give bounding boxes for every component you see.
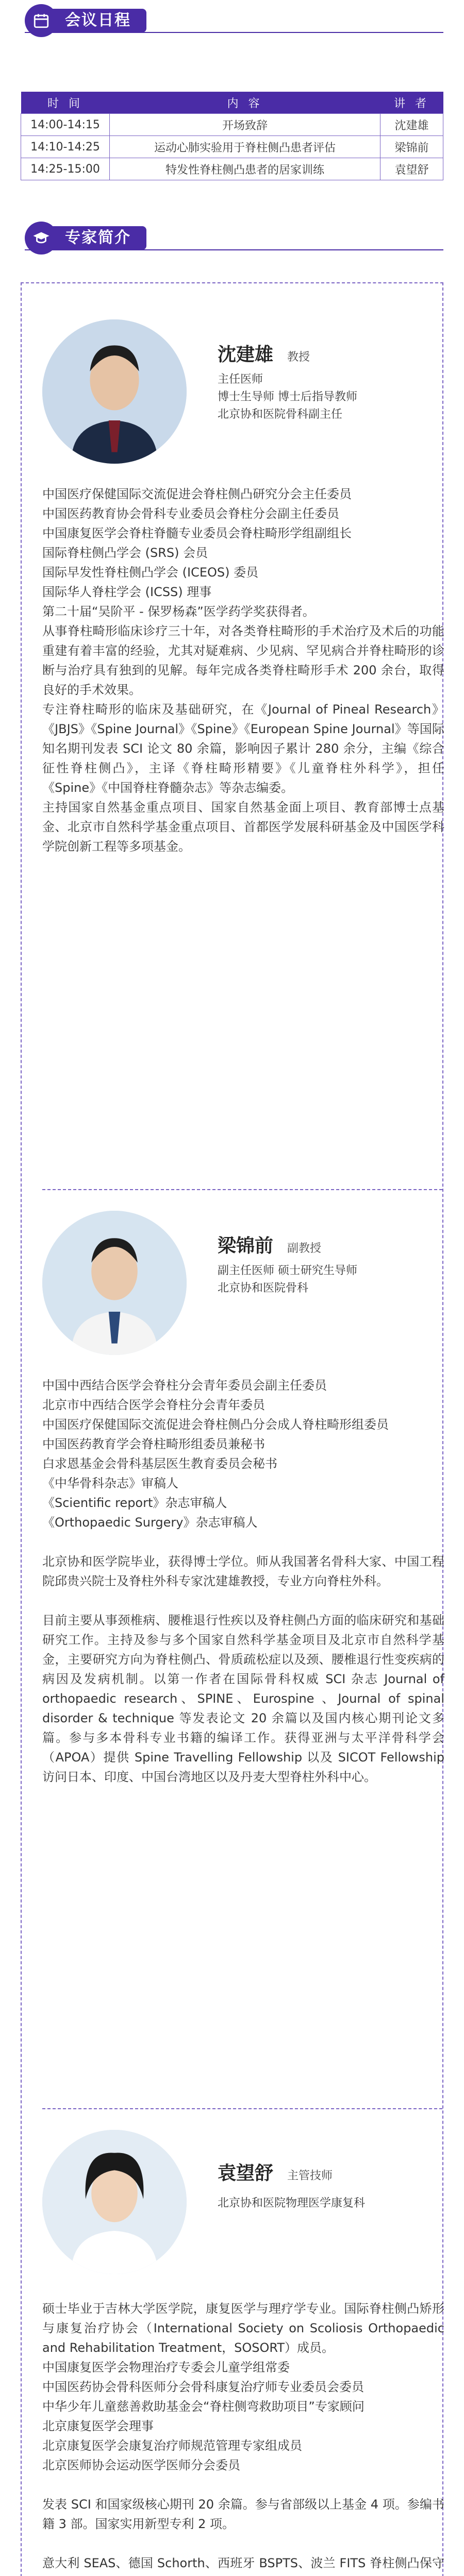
column-header-time: 时 间 <box>21 92 110 114</box>
expert-bio <box>42 484 444 856</box>
bio-line: 第二十届“吴阶平 - 保罗杨森”医学药学奖获得者。 <box>42 604 315 619</box>
expert-name: 袁望舒 <box>218 2163 274 2184</box>
bio-line: 中国医疗保健国际交流促进会脊柱侧凸研究分会主任委员 <box>42 487 352 501</box>
bio-line: 《Scientific report》杂志审稿人 <box>42 1496 227 1510</box>
avatar <box>42 1211 187 1355</box>
expert-rank: 主管技师 <box>287 2170 333 2182</box>
avatar <box>42 319 187 464</box>
bio-line: 《Orthopaedic Surgery》杂志审稿人 <box>42 1515 258 1530</box>
table-row <box>21 136 443 158</box>
graduation-cap-icon <box>25 222 58 255</box>
bio-line: 中国医药教育协会骨科专业委员会脊柱分会副主任委员 <box>42 506 339 521</box>
time-cell: 14:00-14:15 <box>21 114 110 136</box>
bio-line: 专注脊柱畸形的临床及基础研究，在《Journal of Pineal Research》《JBJS》《Spine Journal》《Spine》《European Spine Journal》等国际知名期刊发表 SCI 论文 80 余篇，影响因子累计 280 余分，主编《综合征性脊柱侧凸》，主译《脊柱畸形精要》《儿童脊柱外科学》，担任《Spine》《中国脊柱脊髓杂志》等杂志编委。 <box>42 702 444 795</box>
expert-rank: 教授 <box>287 351 310 364</box>
experts-panel <box>21 282 443 2576</box>
bio-line: 北京康复医学会理事 <box>42 2419 154 2433</box>
bio-line: 中国医药教育学会脊柱畸形组委员兼秘书 <box>42 1437 265 1451</box>
bio-spacer <box>42 1532 444 1552</box>
time-cell: 14:10-14:25 <box>21 136 110 158</box>
experts-heading-label: 专家简介 <box>45 226 146 250</box>
bio-line: 国际华人脊柱学会 (ICSS) 理事 <box>42 585 212 599</box>
bio-line: 北京市中西结合医学会脊柱分会青年委员 <box>42 1398 265 1412</box>
bio-line: 中国康复医学会物理治疗专委会儿童学组常委 <box>42 2360 290 2375</box>
schedule-table <box>21 92 443 180</box>
expert-name-line <box>218 340 310 366</box>
info-line: 副主任医师 硕士研究生导师 <box>218 1264 357 1277</box>
schedule-heading-label: 会议日程 <box>45 9 146 32</box>
bio-line: 北京协和医学院毕业，获得博士学位。师从我国著名骨科大家、中国工程院邱贵兴院士及脊柱外科专家沈建雄教授，专业方向脊柱外科。 <box>42 1554 444 1588</box>
expert-name: 梁锦前 <box>218 1235 274 1257</box>
info-line: 北京协和医院骨科副主任 <box>218 408 343 421</box>
expert-name-line <box>218 1231 321 1258</box>
bio-line: 北京医师协会运动医学医师分会委员 <box>42 2458 240 2472</box>
bio-line: 中国医药协会骨科医师分会骨科康复治疗师专业委员会委员 <box>42 2380 364 2394</box>
expert-bio <box>42 2299 444 2576</box>
bio-line: 中国医疗保健国际交流促进会脊柱侧凸分会成人脊柱畸形组委员 <box>42 1417 389 1432</box>
bio-line: 目前主要从事颈椎病、腰椎退行性疾以及脊柱侧凸方面的临床研究和基础研究工作。主持及参与多个国家自然科学基金项目及北京市自然科学基金，主要研究方向为脊柱侧凸、骨质疏松症以及颈、腰椎退行性变疾病的病因及发病机制。以第一作者在国际骨科权威 SCI 杂志 Journal of orthopaedic research、SPINE、Eurospine 、Journal of spinal disorder & technique 等发表论文 20 余篇以及国内核心期刊论文多篇。参与多本骨科专业书籍的编译工作。获得亚洲与太平洋骨科学会（APOA）提供 Spine Travelling Fellowship 以及 SICOT Fellowship 访问日本、印度、中国台湾地区以及丹麦大型脊柱外科中心。 <box>42 1613 444 1784</box>
bio-spacer <box>42 2475 444 2495</box>
bio-line: 主持国家自然基金重点项目、国家自然基金面上项目、教育部博士点基金、北京市自然科学基金重点项目、首都医学发展科研基金及中国医学科学院创新工程等多项基金。 <box>42 800 444 854</box>
info-line: 博士生导师 博士后指导教师 <box>218 391 357 403</box>
bio-line: 中华少年儿童慈善救助基金会“脊柱侧弯救助项目”专家顾问 <box>42 2399 364 2414</box>
speaker-cell: 袁望舒 <box>380 158 443 180</box>
bio-line: 意大利 SEAS、德国 Schorth、西班牙 BSPTS、波兰 FITS 脊柱侧凸保守 <box>42 2556 444 2570</box>
expert-info <box>218 1262 357 1297</box>
expert-info <box>218 371 357 423</box>
expert-info <box>218 2195 365 2212</box>
experts-heading-rule <box>25 249 443 250</box>
info-line: 北京协和医院骨科 <box>218 1282 309 1295</box>
expert-name: 沈建雄 <box>218 344 274 365</box>
info-line: 北京协和医院物理医学康复科 <box>218 2197 366 2210</box>
expert-divider <box>42 1189 442 1190</box>
expert-rank: 副教授 <box>287 1242 322 1255</box>
content-cell: 运动心肺实验用于脊柱侧凸患者评估 <box>110 136 380 158</box>
bio-line: 国际脊柱侧凸学会 (SRS) 会员 <box>42 546 208 560</box>
bio-spacer <box>42 2534 444 2553</box>
schedule-heading-rule <box>25 32 443 33</box>
table-row <box>21 158 443 180</box>
column-header-content: 内 容 <box>110 92 380 114</box>
bio-line: 国际早发性脊柱侧凸学会 (ICEOS) 委员 <box>42 565 259 580</box>
schedule-header-row <box>21 92 443 114</box>
bio-line: 中国中西结合医学会脊柱分会青年委员会副主任委员 <box>42 1378 327 1393</box>
info-line: 主任医师 <box>218 373 263 386</box>
expert-bio <box>42 1376 444 1787</box>
avatar <box>42 2130 187 2274</box>
content-cell: 特发性脊柱侧凸患者的居家训练 <box>110 158 380 180</box>
bio-line: 硕士毕业于吉林大学医学院，康复医学与理疗学专业。国际脊柱侧凸矫形与康复治疗协会（International Society on Scoliosis Orthopaedic and Rehabilitation Treatment，SOSORT）成员。 <box>42 2301 444 2355</box>
expert-name-line <box>218 2159 333 2185</box>
speaker-cell: 沈建雄 <box>380 114 443 136</box>
table-row <box>21 114 443 136</box>
speaker-cell: 梁锦前 <box>380 136 443 158</box>
bio-line: 白求恩基金会骨科基层医生教育委员会秘书 <box>42 1456 277 1471</box>
column-header-speaker: 讲 者 <box>380 92 443 114</box>
bio-line: 中国康复医学会脊柱脊髓专业委员会脊柱畸形学组副组长 <box>42 526 352 540</box>
bio-line: 发表 SCI 和国家级核心期刊 20 余篇。参与省部级以上基金 4 项。参编书籍 3 部。国家实用新型专利 2 项。 <box>42 2497 444 2531</box>
bio-line: 从事脊柱畸形临床诊疗三十年，对各类脊柱畸形的手术治疗及术后的功能重建有着丰富的经验，尤其对疑难病、少见病、罕见病合并脊柱畸形的诊断与治疗具有独到的见解。每年完成各类脊柱畸形手术 200 余台，取得良好的手术效果。 <box>42 624 444 697</box>
content-cell: 开场致辞 <box>110 114 380 136</box>
bio-spacer <box>42 1591 444 1611</box>
calendar-icon <box>25 4 58 37</box>
bio-line: 北京康复医学会康复治疗师规范管理专家组成员 <box>42 2438 302 2453</box>
bio-line: 《中华骨科杂志》审稿人 <box>42 1476 178 1490</box>
expert-divider <box>42 2108 442 2109</box>
time-cell: 14:25-15:00 <box>21 158 110 180</box>
